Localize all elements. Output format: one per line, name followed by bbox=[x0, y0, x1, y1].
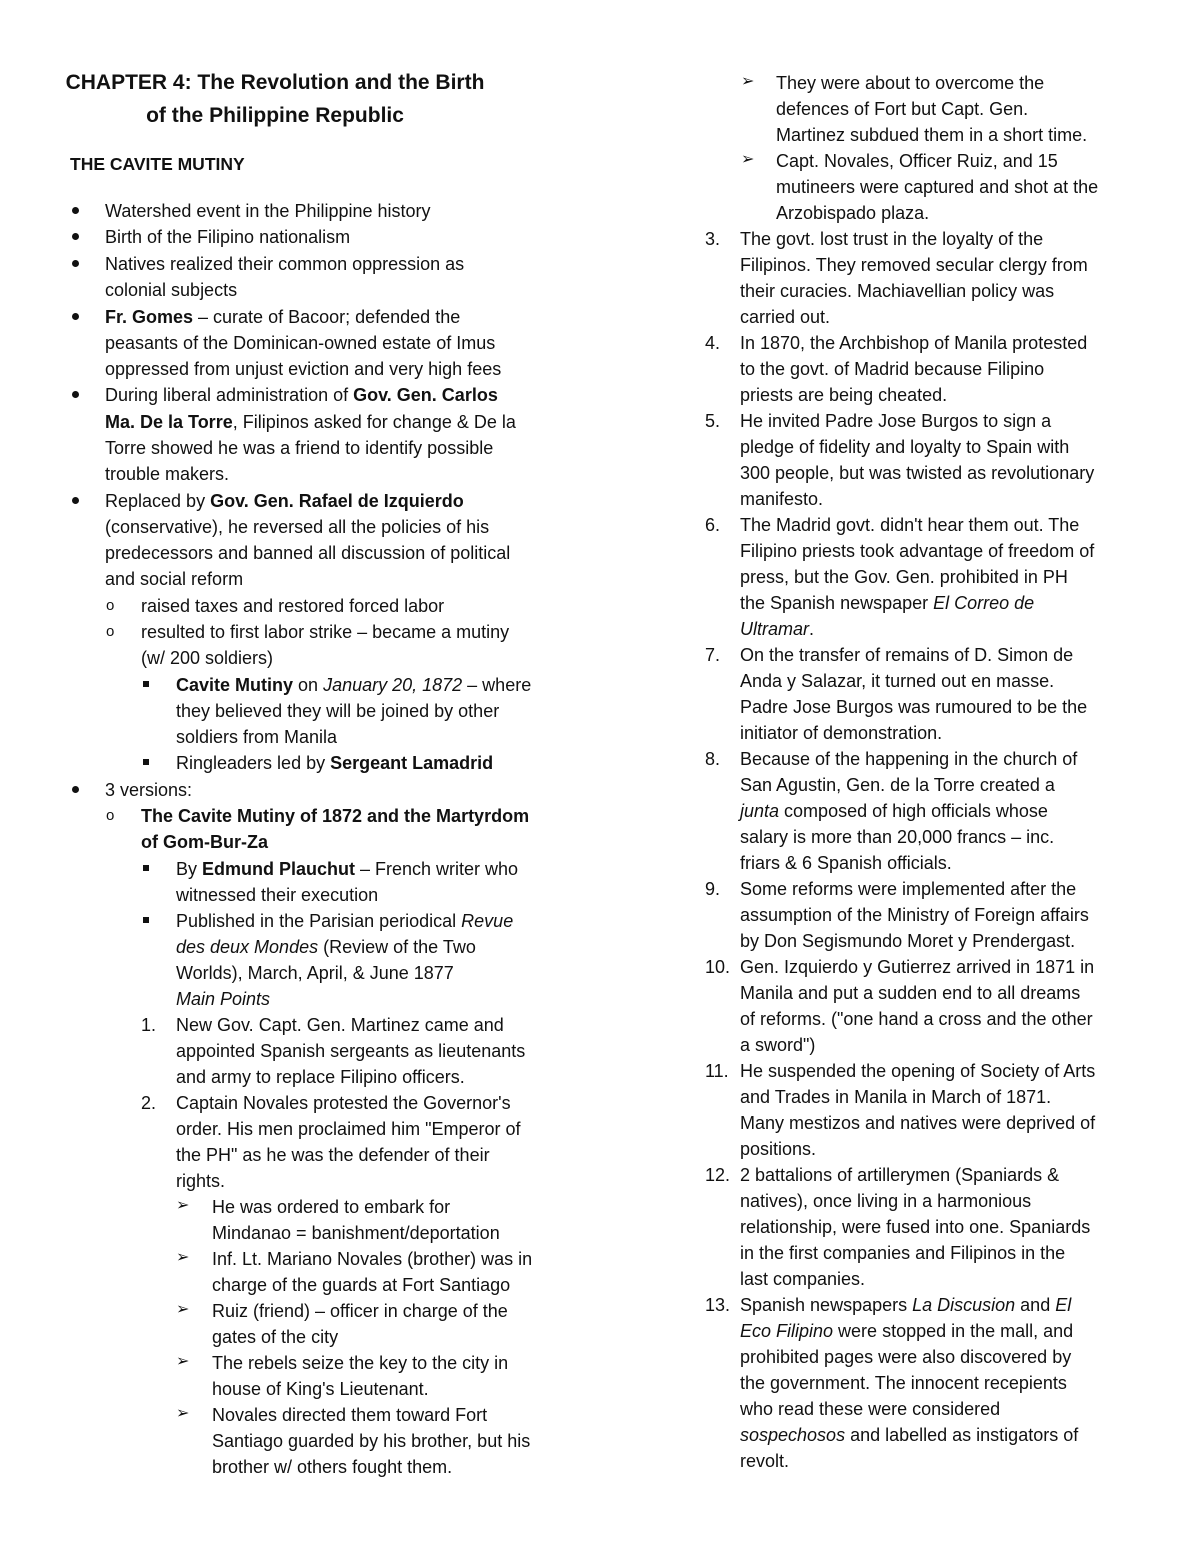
numbered-item-text: carried out. bbox=[740, 307, 831, 327]
numbered-item-text: to the govt. of Madrid because Filipino bbox=[740, 359, 1045, 379]
text-run: . bbox=[809, 619, 815, 639]
sub-sub-bullet-text: Worlds), March, April, & June 1877 bbox=[176, 963, 454, 983]
arrow-bullet-icon: ➢ bbox=[176, 1353, 190, 1370]
numbered-item-text bbox=[740, 1318, 1073, 1344]
bold-term: Gov. Gen. Rafael de Izquierdo bbox=[210, 491, 464, 511]
square-bullet-icon bbox=[143, 865, 149, 871]
numbered-item-text: assumption of the Ministry of Foreign affairs bbox=[740, 905, 1089, 925]
numbered-item-text: of reforms. ("one hand a cross and the other bbox=[740, 1009, 1093, 1029]
main-points-label: Main Points bbox=[176, 989, 271, 1009]
arrow-item-text: Novales directed them toward Fort bbox=[212, 1405, 488, 1425]
numbered-item-text: Filipinos. They removed secular clergy from bbox=[740, 255, 1088, 275]
bold-term: Cavite Mutiny bbox=[176, 675, 294, 695]
list-number: 8. bbox=[705, 749, 721, 769]
list-number: 7. bbox=[705, 645, 721, 665]
italic-term: January 20, 1872 bbox=[323, 675, 463, 695]
numbered-item-text: In 1870, the Archbishop of Manila protested bbox=[740, 333, 1088, 353]
bullet-icon bbox=[72, 497, 79, 504]
arrow-bullet-icon: ➢ bbox=[176, 1249, 190, 1266]
bullet-text bbox=[105, 409, 516, 435]
italic-term: La Discusion bbox=[912, 1295, 1016, 1315]
numbered-item-text: order. His men proclaimed him "Emperor of bbox=[176, 1119, 521, 1139]
arrow-bullet-icon: ➢ bbox=[176, 1197, 190, 1214]
version-title: of Gom-Bur-Za bbox=[141, 832, 268, 852]
italic-term: des deux Mondes bbox=[176, 937, 319, 957]
section-heading: THE CAVITE MUTINY bbox=[70, 154, 245, 174]
circle-bullet-icon: o bbox=[106, 597, 115, 614]
numbered-item-text: 300 people, but was twisted as revolutionary bbox=[740, 463, 1095, 483]
list-number: 5. bbox=[705, 411, 721, 431]
text-run: (Review of the Two bbox=[318, 937, 476, 957]
numbered-item-text: New Gov. Capt. Gen. Martinez came and bbox=[176, 1015, 504, 1035]
circle-bullet-icon: o bbox=[106, 623, 115, 640]
arrow-item-text: gates of the city bbox=[212, 1327, 339, 1347]
numbered-item-text: their curacies. Machiavellian policy was bbox=[740, 281, 1055, 301]
sub-sub-bullet-text bbox=[176, 856, 518, 882]
bullet-text: oppressed from unjust eviction and very high fees bbox=[105, 359, 502, 379]
numbered-item-text: revolt. bbox=[740, 1451, 790, 1471]
text-run: By bbox=[176, 859, 203, 879]
numbered-item-text: Captain Novales protested the Governor's bbox=[176, 1093, 511, 1113]
arrow-item-text: The rebels seize the key to the city in bbox=[212, 1353, 509, 1373]
numbered-item-text: On the transfer of remains of D. Simon de bbox=[740, 645, 1074, 665]
numbered-item-text: manifesto. bbox=[740, 489, 824, 509]
text-run: and labelled as instigators of bbox=[845, 1425, 1079, 1445]
sub-sub-bullet-text: witnessed their execution bbox=[176, 885, 379, 905]
arrow-item-text: house of King's Lieutenant. bbox=[212, 1379, 429, 1399]
numbered-item-text: Many mestizos and natives were deprived of bbox=[740, 1113, 1096, 1133]
arrow-item-text: Martinez subdued them in a short time. bbox=[776, 125, 1088, 145]
numbered-item-text bbox=[740, 1422, 1078, 1448]
list-number: 4. bbox=[705, 333, 721, 353]
bold-term: Gov. Gen. Carlos bbox=[353, 385, 498, 405]
bullet-icon bbox=[72, 207, 79, 214]
text-run: the Spanish newspaper bbox=[740, 593, 934, 613]
numbered-item-text: initiator of demonstration. bbox=[740, 723, 943, 743]
numbered-item-text: Anda y Salazar, it turned out en masse. bbox=[740, 671, 1055, 691]
numbered-item-text: Filipino priests took advantage of freedom of bbox=[740, 541, 1095, 561]
arrow-bullet-icon: ➢ bbox=[741, 151, 755, 168]
text-run: Replaced by bbox=[105, 491, 211, 511]
arrow-bullet-icon: ➢ bbox=[176, 1405, 190, 1422]
circle-bullet-icon: o bbox=[106, 807, 115, 824]
text-run: – where bbox=[462, 675, 532, 695]
numbered-item-text: press, but the Gov. Gen. prohibited in PH bbox=[740, 567, 1068, 587]
numbered-item-text: San Agustin, Gen. de la Torre created a bbox=[740, 775, 1055, 795]
numbered-item-text: and army to replace Filipino officers. bbox=[176, 1067, 465, 1087]
arrow-item-text: Santiago guarded by his brother, but his bbox=[212, 1431, 531, 1451]
numbered-item-text: and Trades in Manila in March of 1871. bbox=[740, 1087, 1052, 1107]
bullet-icon bbox=[72, 313, 79, 320]
numbered-item-text: Because of the happening in the church of bbox=[740, 749, 1078, 769]
numbered-item-text: pledge of fidelity and loyalty to Spain with bbox=[740, 437, 1070, 457]
text-run: – French writer who bbox=[355, 859, 519, 879]
italic-term: El bbox=[1055, 1295, 1072, 1315]
list-number: 6. bbox=[705, 515, 721, 535]
numbered-item-text: Gen. Izquierdo y Gutierrez arrived in 1871 in bbox=[740, 957, 1095, 977]
square-bullet-icon bbox=[143, 759, 149, 765]
numbered-item-text: salary is more than 20,000 francs – inc. bbox=[740, 827, 1055, 847]
italic-term: Revue bbox=[461, 911, 514, 931]
text-run: on bbox=[293, 675, 324, 695]
bullet-text: Torre showed he was a friend to identify possible bbox=[105, 438, 494, 458]
sub-sub-bullet-text bbox=[176, 672, 531, 698]
italic-term: Ultramar bbox=[740, 619, 810, 639]
list-number: 12. bbox=[705, 1165, 731, 1185]
numbered-item-text: by Don Segismundo Moret y Prendergast. bbox=[740, 931, 1076, 951]
bullet-icon bbox=[72, 786, 79, 793]
arrow-item-text: Arzobispado plaza. bbox=[776, 203, 930, 223]
text-run: , Filipinos asked for change & De la bbox=[232, 412, 516, 432]
square-bullet-icon bbox=[143, 681, 149, 687]
numbered-item-text: 2 battalions of artillerymen (Spaniards & bbox=[740, 1165, 1060, 1185]
arrow-bullet-icon: ➢ bbox=[741, 73, 755, 90]
numbered-item-text: priests are being cheated. bbox=[740, 385, 948, 405]
page-title-line-1: CHAPTER 4: The Revolution and the Birth bbox=[65, 71, 485, 94]
sub-sub-bullet-text bbox=[176, 750, 493, 776]
bullet-icon bbox=[72, 260, 79, 267]
bullet-text bbox=[105, 488, 464, 514]
numbered-item-text: appointed Spanish sergeants as lieutenants bbox=[176, 1041, 526, 1061]
list-number: 11. bbox=[705, 1061, 729, 1081]
sub-bullet-text: raised taxes and restored forced labor bbox=[141, 596, 445, 616]
numbered-item-text: Manila and put a sudden end to all dreams bbox=[740, 983, 1081, 1003]
bullet-icon bbox=[72, 233, 79, 240]
numbered-item-text: relationship, were fused into one. Spaniards bbox=[740, 1217, 1091, 1237]
bullet-text bbox=[105, 382, 498, 408]
numbered-item-text: Padre Jose Burgos was rumoured to be the bbox=[740, 697, 1088, 717]
square-bullet-icon bbox=[143, 917, 149, 923]
numbered-item-text bbox=[740, 1292, 1071, 1318]
list-number: 10. bbox=[705, 957, 731, 977]
bullet-text: predecessors and banned all discussion of political bbox=[105, 543, 511, 563]
bullet-text: Natives realized their common oppression as bbox=[105, 254, 465, 274]
arrow-item-text: He was ordered to embark for bbox=[212, 1197, 451, 1217]
bullet-text: peasants of the Dominican-owned estate of Imus bbox=[105, 333, 496, 353]
numbered-item-text bbox=[740, 590, 1034, 616]
text-run: and bbox=[1015, 1295, 1056, 1315]
bold-term: Edmund Plauchut bbox=[202, 859, 356, 879]
sub-bullet-text: (w/ 200 soldiers) bbox=[141, 648, 274, 668]
sub-sub-bullet-text: soldiers from Manila bbox=[176, 727, 338, 747]
numbered-item-text: last companies. bbox=[740, 1269, 866, 1289]
italic-term: Eco Filipino bbox=[740, 1321, 834, 1341]
list-number: 3. bbox=[705, 229, 721, 249]
text-run: Published in the Parisian periodical bbox=[176, 911, 462, 931]
numbered-item-text: who read these were considered bbox=[740, 1399, 1001, 1419]
arrow-item-text: defences of Fort but Capt. Gen. bbox=[776, 99, 1029, 119]
arrow-item-text: They were about to overcome the bbox=[776, 73, 1045, 93]
bullet-icon bbox=[72, 391, 79, 398]
version-title: The Cavite Mutiny of 1872 and the Martyrdom bbox=[141, 806, 530, 826]
italic-term: sospechosos bbox=[740, 1425, 846, 1445]
arrow-bullet-icon: ➢ bbox=[176, 1301, 190, 1318]
numbered-item-text: a sword") bbox=[740, 1035, 816, 1055]
text-run: – curate of Bacoor; defended the bbox=[193, 307, 461, 327]
numbered-item-text: positions. bbox=[740, 1139, 817, 1159]
numbered-item-text: the PH" as he was the defender of their bbox=[176, 1145, 490, 1165]
numbered-item-text: He invited Padre Jose Burgos to sign a bbox=[740, 411, 1052, 431]
text-run: were stopped in the mall, and bbox=[833, 1321, 1074, 1341]
bold-term: Fr. Gomes bbox=[105, 307, 194, 327]
text-run: Ringleaders led by bbox=[176, 753, 331, 773]
sub-sub-bullet-text: they believed they will be joined by other bbox=[176, 701, 500, 721]
numbered-item-text: natives), once living in a harmonious bbox=[740, 1191, 1032, 1211]
italic-term: El Correo de bbox=[933, 593, 1035, 613]
arrow-item-text: mutineers were captured and shot at the bbox=[776, 177, 1099, 197]
bullet-text bbox=[105, 304, 460, 330]
bullet-text: colonial subjects bbox=[105, 280, 238, 300]
text-run: Spanish newspapers bbox=[740, 1295, 913, 1315]
numbered-item-text: friars & 6 Spanish officials. bbox=[740, 853, 952, 873]
arrow-item-text: Ruiz (friend) – officer in charge of the bbox=[212, 1301, 508, 1321]
bullet-text: and social reform bbox=[105, 569, 244, 589]
list-number: 2. bbox=[141, 1093, 157, 1113]
numbered-item-text: The Madrid govt. didn't hear them out. The bbox=[740, 515, 1080, 535]
bullet-text: (conservative), he reversed all the policies of his bbox=[105, 517, 490, 537]
numbered-item-text: The govt. lost trust in the loyalty of the bbox=[740, 229, 1044, 249]
arrow-item-text: charge of the guards at Fort Santiago bbox=[212, 1275, 511, 1295]
numbered-item-text: Some reforms were implemented after the bbox=[740, 879, 1077, 899]
page-title-line-2: of the Philippine Republic bbox=[146, 104, 404, 127]
bold-term: Sergeant Lamadrid bbox=[330, 753, 494, 773]
bullet-text: Watershed event in the Philippine history bbox=[105, 201, 431, 221]
numbered-item-text: the government. The innocent recepients bbox=[740, 1373, 1067, 1393]
text-run: composed of high officials whose bbox=[779, 801, 1048, 821]
arrow-item-text: Mindanao = banishment/deportation bbox=[212, 1223, 500, 1243]
bullet-text: 3 versions: bbox=[105, 780, 193, 800]
arrow-item-text: brother w/ others fought them. bbox=[212, 1457, 453, 1477]
italic-term: junta bbox=[740, 801, 780, 821]
numbered-item-text bbox=[740, 616, 814, 642]
arrow-item-text: Inf. Lt. Mariano Novales (brother) was in bbox=[212, 1249, 533, 1269]
arrow-item-text: Capt. Novales, Officer Ruiz, and 15 bbox=[776, 151, 1058, 171]
bold-term: Ma. De la Torre bbox=[105, 412, 233, 432]
numbered-item-text bbox=[740, 798, 1048, 824]
bullet-text: trouble makers. bbox=[105, 464, 230, 484]
bullet-text: Birth of the Filipino nationalism bbox=[105, 227, 351, 247]
list-number: 1. bbox=[141, 1015, 157, 1035]
numbered-item-text: prohibited pages were also discovered by bbox=[740, 1347, 1072, 1367]
sub-sub-bullet-text bbox=[176, 908, 513, 934]
sub-sub-bullet-text bbox=[176, 934, 476, 960]
sub-bullet-text: resulted to first labor strike – became a mutiny bbox=[141, 622, 510, 642]
list-number: 13. bbox=[705, 1295, 731, 1315]
list-number: 9. bbox=[705, 879, 721, 899]
text-run: During liberal administration of bbox=[105, 385, 354, 405]
numbered-item-text: rights. bbox=[176, 1171, 226, 1191]
numbered-item-text: He suspended the opening of Society of Arts bbox=[740, 1061, 1096, 1081]
numbered-item-text: in the first companies and Filipinos in the bbox=[740, 1243, 1066, 1263]
